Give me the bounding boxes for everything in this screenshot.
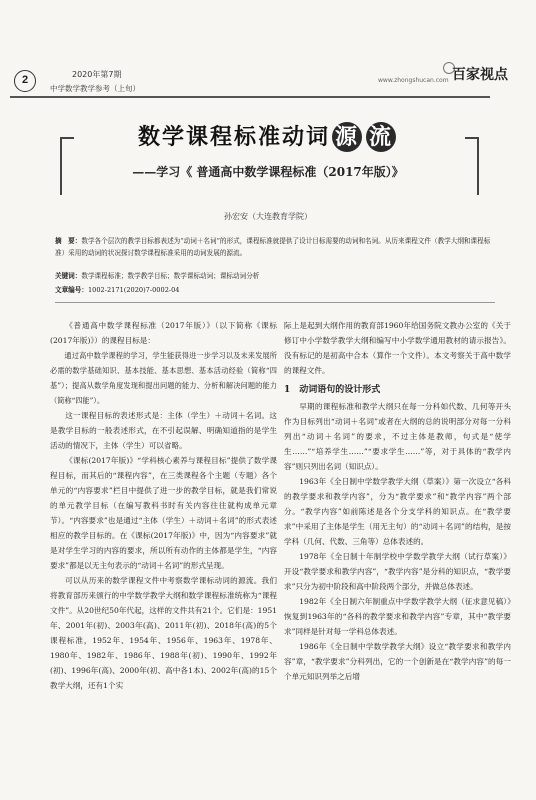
abstract-divider [55,302,495,303]
section-heading: 1 动词语句的设计形式 [284,385,381,395]
paragraph: 1963年《全日制中学数学教学大纲（草案）》第一次设立“各科的教学要求和教学内容”，分为“教学要求”和“教学内容”两个部分。“教学内容”如前陈述是各个分支学科的知识点。在“教学要求”中采用了主体是学生（用无主句）的“动词＋名词”的结构，是按学科（几何、代数、三角等）总体表述的。 [284,477,511,546]
title-highlight-yuan: 源 [332,122,362,152]
paragraph: 1982年《全日制六年制重点中学数学教学大纲（征求意见稿）》恢复到1963年的“各科的教学要求和教学内容”专章，其中“教学要求”同样是针对每一学科总体表述。 [284,597,511,636]
article-title [0,120,536,152]
keywords-text: 数学课程标准；数学教学目标；数学课标动词；课标动词分析 [81,272,260,280]
title-highlight-liu: 流 [366,122,396,152]
paragraph: 1978年《全日制十年制学校中学数学教学大纲（试行草案）》开设“教学要求和教学内容”，“教学内容”是分科的知识点，“教学要求”只分为初中阶段和高中阶段两个部分，并做总体表述。 [284,552,511,591]
abstract-label: 摘 要： [55,237,82,245]
quoted-paragraph: 通过高中数学课程的学习，学生能获得进一步学习以及未来发展所必需的数学基础知识、基本技能、基本思想、基本活动经验（简称“四基”）；提高从数学角度发现和提出问题的能力、分析和解决问题的能力（简称“四能”）。 [50,351,277,405]
body-left-column [50,318,277,693]
paragraph-continued: 际上是起到大纲作用的教育部1960年给国务院文教办公室的《关于修订中小学数学教学大纲和编写中小学数学通用教材的请示报告》。没有标记的是初高中合本（算作一个文件）。本文考察关于高中数学的课程文件。 [284,321,511,375]
paragraph: 1986年《全日制中学数学教学大纲》设立“教学要求和教学内容”章，“教学要求”分科列出，它的一个创新是在“教学内容”的每一个单元知识列举之后增 [284,642,511,681]
abstract-text: 数学各个层次的教学目标都表述为“动词＋名词”的形式，课程标准就提供了设计目标需要的动词和名词。从历来课程文件（教学大纲和课程标准）采用的动词的状况探讨数学课程标准采用的动词发展的源流。 [55,237,491,257]
issue-label: 2020年第7期 [72,70,122,79]
paragraph: 早期的课程标准和教学大纲只在每一分科如代数、几何等开头作为目标列出“动词＋名词”或者在大纲的总的说明部分对每一分科列出“动词＋名词”的要求，不过主体是教师，句式是“使学生……”“培养学生……”“要求学生……”等，对于具体的“教学内容”则只列出名词（知识点）。 [284,402,511,471]
journal-url: www.zhongshucan.com [378,77,449,84]
article-number [55,284,495,296]
keywords [55,270,495,282]
body-right-column [284,318,511,684]
abstract [55,235,495,259]
page-number: 2 [14,70,36,92]
keywords-label: 关键词： [55,272,82,280]
paragraph: 《课标(2017年版)》“学科核心素养与课程目标”提供了数学课程目标，而其后的“课程内容”，在三类课程各个主题（专题）各个单元的“内容要求”栏目中提供了进一步的教学目标，就是我们常说的单元教学目标（在编写教科书时有关内容往往就构成单元章节）。“内容要求”也是通过“主体（学生）＋动词＋名词”的形式表述相应的教学目标的。在《课标(2017年版)》中，因为“内容要求”就是对学生学习的内容的要求，所以所有动作的主体都是学生，“内容要求”都是以无主句表示的“动词＋名词”的形式呈现。 [50,456,277,570]
header-divider [10,96,490,98]
author-line: 孙宏安（大连教育学院） [224,212,312,221]
article-subtitle: ——学习《 普通高中数学课程标准（2017年版）》 [132,165,404,179]
article-number-label: 文章编号： [55,286,88,294]
paragraph: 这一课程目标的表述形式是：主体（学生）＋动词＋名词。这是教学目标的一般表述形式，在不引起误解、明确知道指的是学生活动的情况下，主体（学生）可以省略。 [50,411,277,450]
article-number-text: 1002-2171(2020)7-0002-04 [87,286,180,294]
title-text: 数学课程标准动词 [137,124,330,150]
column-name: 百家视点 [452,67,508,83]
paragraph: 可以从历来的数学课程文件中考察数学课标动词的源流。我们将教育部历来颁行的中学数学教学大纲和数学课程标准统称为“课程文件”。从20世纪50年代起，这样的文件共有21个。它们是：1951年、2001年(初)、2003年(高)、2011年(初)、2018年(高)的5个课程标准，1952年、1954年、1956年、1963年、1978年、1980年、1982年、1986年、1988年(初)、1990年、1992年(初)、1996年(高)、2000年(初、高中各1本)、2002年(高)的15个教学大纲，还有1个实 [50,576,277,690]
paragraph: 《普通高中数学课程标准（2017年版）》（以下简称《课标(2017年版)》）的课程目标是： [50,321,277,345]
journal-name: 中学数学教学参考（上旬） [50,84,140,93]
